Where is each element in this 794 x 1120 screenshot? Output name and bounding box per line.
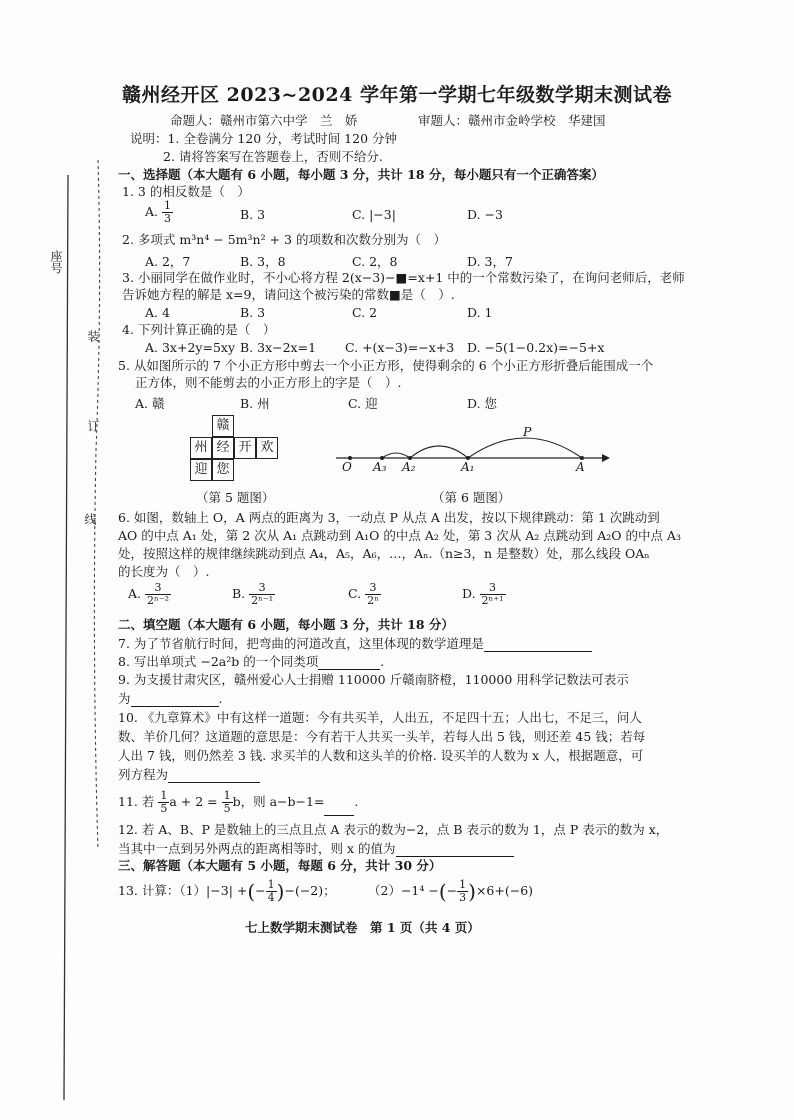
label-A: A — [576, 460, 585, 474]
q5-option-b: B. 州 — [240, 396, 270, 411]
q2-option-d: D. 3，7 — [467, 254, 513, 269]
q2-stem: 2. 多项式 m³n⁴ − 5m³n² + 3 的项数和次数分别为（ ） — [122, 232, 446, 247]
q13-2-tail: ×6+(−6) — [475, 883, 534, 898]
q1-option-b: B. 3 — [240, 207, 266, 222]
q6-d-den: 2ⁿ⁺¹ — [481, 594, 504, 607]
q1-a-den: 3 — [164, 212, 171, 225]
binding-lines — [0, 0, 110, 1120]
q11-tail: b，则 a−b−1= — [232, 794, 325, 809]
figure-5-caption: （第 5 题图） — [196, 490, 275, 505]
q10-answer-blank — [168, 766, 260, 783]
q6-c-num: 3 — [365, 582, 381, 595]
q6-c-den: 2ⁿ — [367, 594, 379, 607]
q12-line-1: 12. 若 A、B、P 是数轴上的三点且点 A 表示的数为−2，点 B 表示的数为 1，点 P 表示的数为 x， — [118, 822, 669, 837]
q6-d-fraction — [480, 582, 506, 607]
page-footer: 七上数学期末测试卷 第 1 页（共 4 页） — [245, 920, 480, 935]
cube-net-cell: 您 — [212, 459, 234, 481]
q6-option-a — [128, 582, 171, 607]
jump-arc-3 — [382, 453, 410, 458]
q2-option-a: A. 2，7 — [145, 254, 191, 269]
left-paren-2: ( — [438, 879, 447, 904]
note-2: 2. 请将答案写在答题卷上，否则不给分. — [163, 149, 383, 164]
q11-frac-1-den: 5 — [160, 802, 168, 815]
q11 — [118, 788, 358, 816]
q13-2-sign: − — [446, 883, 458, 898]
q11-prefix: 11. 若 — [118, 794, 155, 809]
q13-2-den: 3 — [459, 891, 467, 904]
q11-frac-2 — [222, 790, 233, 815]
zhuang-label: 装 — [86, 330, 100, 342]
cube-net-cell: 经 — [212, 437, 234, 459]
label-A3: A₃ — [373, 460, 387, 474]
number-line-arrow — [602, 454, 610, 462]
label-O: O — [342, 460, 352, 474]
xian-label: 线 — [83, 513, 97, 525]
q8-period: . — [380, 654, 385, 669]
q4-option-b: B. 3x−2x=1 — [240, 340, 317, 355]
label-P: P — [523, 424, 532, 439]
q6-b-fraction — [249, 582, 275, 607]
q11-period: . — [354, 794, 359, 809]
note-1: 说明：1. 全卷满分 120 分，考试时间 120 分钟 — [130, 131, 398, 146]
left-paren-1: ( — [247, 879, 256, 904]
q3-option-d: D. 1 — [467, 305, 493, 320]
q5-stem-1: 5. 从如图所示的 7 个小正方形中剪去一个小正方形，使得剩余的 6 个小正方形折叠后能围成一个 — [118, 358, 654, 373]
q9-answer-blank — [131, 690, 219, 707]
q6-a-num: 3 — [145, 582, 171, 595]
q11-frac-2-num: 1 — [223, 789, 231, 802]
section1-title: 一、选择题（本大题有 6 小题，每小题 3 分，共计 18 分，每小题只有一个正确答案） — [118, 167, 604, 182]
q12-line-2 — [118, 840, 514, 857]
q13-1-sign: − — [255, 883, 266, 898]
q11-frac-1 — [158, 790, 169, 815]
q1-a-fraction — [162, 200, 173, 225]
q4-stem: 4. 下列计算正确的是（ ） — [122, 322, 276, 337]
section2-title: 二、填空题（本大题有 6 小题，每小题 3 分，共计 18 分） — [118, 617, 454, 632]
q2-option-b: B. 3，8 — [240, 254, 286, 269]
author-line: 命题人：赣州市第六中学 兰 娇 — [170, 113, 358, 128]
q13-1-fraction — [266, 879, 277, 904]
right-paren-2: ) — [468, 879, 476, 904]
q6-b-den: 2ⁿ⁻¹ — [251, 594, 274, 607]
q1-option-a-label: A. — [145, 204, 159, 219]
q13-part-1 — [118, 876, 336, 907]
q5-option-d: D. 您 — [467, 396, 498, 411]
q13-part-2 — [368, 876, 533, 907]
q11-frac-2-den: 5 — [223, 802, 231, 815]
exam-title: 赣州经开区 2023~2024 学年第一学期七年级数学期末测试卷 — [122, 84, 672, 106]
q6-option-b — [232, 582, 275, 607]
binding-margin — [0, 0, 110, 1120]
q6-option-d-label: D. — [462, 586, 476, 601]
cube-net-cell: 赣 — [212, 415, 234, 437]
q6-b-num: 3 — [249, 582, 275, 595]
q13-1-den: 4 — [267, 891, 275, 904]
q13-1-num: 1 — [267, 878, 275, 891]
ding-label: 订 — [86, 420, 100, 432]
q4-option-d: D. −5(1−0.2x)=−5+x — [467, 340, 605, 355]
q13-2-fraction — [457, 879, 468, 904]
q11-mid: a + 2 = — [169, 794, 218, 809]
cube-net-cell: 欢 — [256, 437, 278, 459]
q13-2-num: 1 — [459, 878, 467, 891]
q10-line-3: 人出 7 钱，则仍然差 3 钱. 求买羊的人数和这头羊的价格. 设买羊的人数为 x 人，根据题意，可 — [118, 748, 644, 763]
q13-1-tail: −(−2)； — [284, 883, 336, 898]
section3-title: 三、解答题（本大题有 5 小题，每题 6 分，共计 30 分） — [118, 858, 442, 873]
q6-d-num: 3 — [480, 582, 506, 595]
q3-stem-1: 3. 小丽同学在做作业时，不小心将方程 2(x−3)−■=x+1 中的一个常数污染了，在询问老师后，老师 — [122, 270, 685, 285]
q9-wei: 为 — [118, 691, 131, 706]
reviewer-line: 审题人：赣州市金岭学校 华建国 — [418, 113, 606, 128]
q6-line-4: 的长度为（ ）. — [118, 564, 210, 579]
q8-text: 8. 写出单项式 −2a²b 的一个同类项 — [118, 654, 319, 669]
label-A2: A₂ — [402, 460, 416, 474]
jump-arc-2 — [410, 446, 468, 458]
q1-option-a — [145, 200, 173, 225]
q11-answer-blank — [324, 797, 354, 816]
q10-line-1: 10. 《九章算术》中有这样一道题：今有共买羊，人出五，不足四十五；人出七，不足三，问人 — [118, 710, 642, 725]
q1-a-num: 1 — [164, 199, 171, 212]
seat-label: 座号 — [49, 250, 63, 274]
q9-line-1: 9. 为支援甘肃灾区，赣州爱心人士捐赠 110000 斤赣南脐橙，110000 用科学记数法可表示 — [118, 672, 629, 687]
q7-text: 7. 为了节省航行时间，把弯曲的河道改直，这里体现的数学道理是 — [118, 636, 484, 651]
q6-line-2: AO 的中点 A₁ 处，第 2 次从 A₁ 点跳动到 A₁O 的中点 A₂ 处，第 3 次从 A₂ 点跳动到 A₂O 的中点 A₃ — [118, 528, 681, 543]
q2-option-c: C. 2，8 — [352, 254, 398, 269]
q6-option-a-label: A. — [128, 586, 142, 601]
q1-option-d: D. −3 — [467, 207, 503, 222]
q6-option-c — [348, 582, 381, 607]
q13-part-1-text: 13. 计算：（1）|−3| + — [118, 883, 248, 898]
q11-frac-1-num: 1 — [160, 789, 168, 802]
q6-a-den: 2ⁿ⁻² — [147, 594, 169, 607]
right-paren-1: ) — [276, 879, 285, 904]
q6-line-1: 6. 如图，数轴上 O，A 两点的距离为 3，一动点 P 从点 A 出发，按以下规律跳动：第 1 次跳动到 — [118, 510, 660, 525]
cube-net-cell: 开 — [234, 437, 256, 459]
q13-part-2-text: （2）−1⁴ − — [368, 883, 439, 898]
label-A1: A₁ — [461, 460, 475, 474]
q5-option-c: C. 迎 — [348, 396, 378, 411]
q6-option-d — [462, 582, 506, 607]
q10-line-2: 数、羊价几何？这道题的意思是：今有若干人共买一头羊，若每人出 5 钱，则还差 45 钱；若每 — [118, 729, 646, 744]
q8 — [118, 653, 384, 670]
figure-6-caption: （第 6 题图） — [432, 490, 511, 505]
q3-option-b: B. 3 — [240, 305, 266, 320]
q6-c-fraction — [365, 582, 381, 607]
q7 — [118, 635, 592, 652]
q5-option-a: A. 赣 — [135, 396, 165, 411]
q9-line-2 — [118, 690, 223, 707]
q10-line-4 — [118, 766, 260, 783]
q4-option-c: C. +(x−3)=−x+3 — [345, 340, 455, 355]
q5-stem-2: 正方体，则不能剪去的小正方形上的字是（ ）. — [135, 375, 402, 390]
q10-text: 列方程为 — [118, 767, 169, 782]
q6-option-c-label: C. — [348, 586, 362, 601]
q3-stem-2: 告诉她方程的解是 x=9，请问这个被污染的常数■是（ ）. — [122, 287, 455, 302]
jump-arc-1 — [468, 438, 582, 458]
cube-net-cell: 州 — [190, 437, 212, 459]
q6-line-3: 处，按照这样的规律继续跳动到点 A₄，A₅，A₆，…，Aₙ.（n≥3，n 是整数）处，那么线段 OAₙ — [118, 546, 650, 561]
q4-option-a: A. 3x+2y=5xy — [145, 340, 236, 355]
q9-period: . — [218, 691, 223, 706]
q6-a-fraction — [145, 582, 171, 607]
q1-option-c: C. |−3| — [352, 207, 396, 222]
outer-binding-line — [64, 175, 68, 1100]
q8-answer-blank — [318, 653, 380, 670]
q12-answer-blank — [396, 840, 514, 857]
q3-option-a: A. 4 — [145, 305, 170, 320]
q12-text: 当其中一点到另外两点的距离相等时，则 x 的值为 — [118, 841, 396, 856]
cube-net-cell: 迎 — [190, 459, 212, 481]
inner-binding-line — [94, 160, 99, 850]
q6-option-b-label: B. — [232, 586, 246, 601]
q3-option-c: C. 2 — [352, 305, 378, 320]
q7-answer-blank — [484, 635, 592, 652]
q1-stem: 1. 3 的相反数是（ ） — [122, 184, 250, 199]
